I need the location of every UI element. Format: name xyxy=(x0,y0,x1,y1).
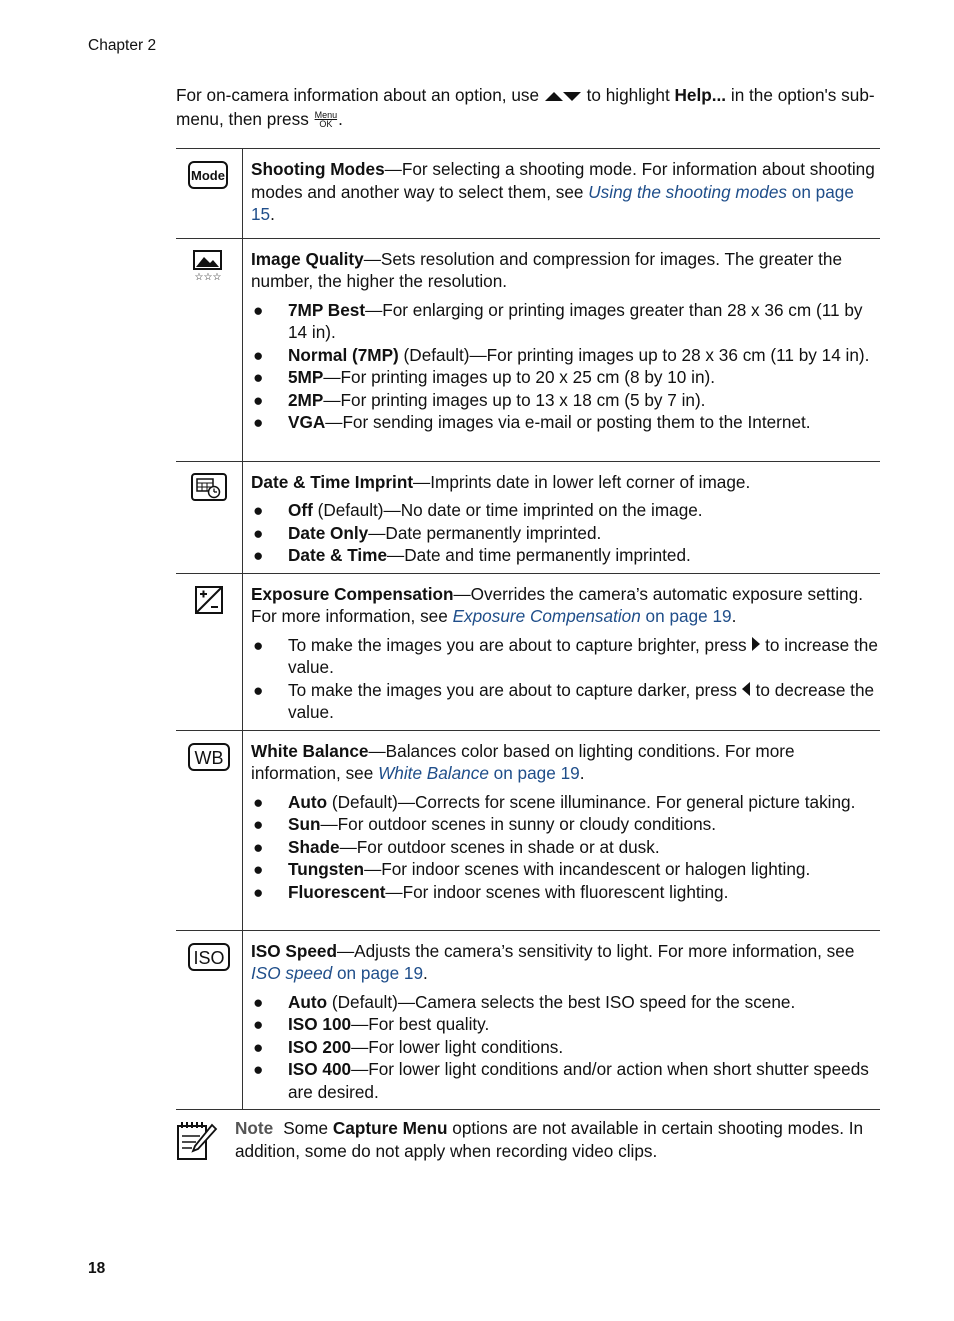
exposure-compensation-title: Exposure Compensation xyxy=(251,583,454,604)
help-label: Help... xyxy=(674,85,727,105)
image-quality-icon xyxy=(191,249,227,289)
left-arrow-icon xyxy=(742,680,751,700)
image-quality-title: Image Quality xyxy=(251,248,364,269)
list-item: ● Sun—For outdoor scenes in sunny or cloudy conditions. xyxy=(253,814,716,834)
note-label: Note xyxy=(235,1118,274,1138)
shooting-modes-link[interactable]: Using the shooting modes on page 15 xyxy=(251,181,854,224)
list-item: ● ISO 400—For lower light conditions and/or action when short shutter speeds are desired. xyxy=(253,1059,869,1102)
white-balance-link[interactable]: White Balance on page 19 xyxy=(378,763,580,783)
mode-icon xyxy=(188,161,228,195)
list-item: ● Tungsten—For indoor scenes with incandescent or halogen lighting. xyxy=(253,859,811,879)
date-time-imprint-title: Date & Time Imprint xyxy=(251,471,414,492)
table-row: ISO ISO Speed—Adjusts the camera’s sensitivity to light. For more information, see ISO speed on page 19. ● Auto (Default)—Camera selects the best ISO speed for the scene. ● ISO 100—For best quality. ● ISO 200—For lower light conditions. ● ISO 400—For lower light conditions and/or action when short shutter speeds are desired. xyxy=(176,930,880,1110)
exposure-compensation-link[interactable]: Exposure Compensation on page 19 xyxy=(452,606,732,626)
list-item: ● Date Only—Date permanently imprinted. xyxy=(253,522,602,543)
date-time-imprint-icon xyxy=(190,472,230,510)
list-item: ● To make the images you are about to capture darker, press to decrease the value. xyxy=(253,679,875,722)
table-row: Mode Shooting Modes—For selecting a shooting mode. For information about shooting modes and another way to select them, see Using the shooting modes on page 15. xyxy=(176,149,880,239)
note-box: Note Some Capture Menu options are not available in certain shooting modes. In addition, some do not apply when recording video clips. xyxy=(176,1117,882,1162)
list-item: ● VGA—For sending images via e-mail or posting them to the Internet. xyxy=(253,412,811,432)
white-balance-title: White Balance xyxy=(251,740,369,761)
list-item: ● To make the images you are about to capture brighter, press to increase the value. xyxy=(253,634,878,677)
capture-menu-options-table xyxy=(176,148,880,1110)
table-row: ☆☆☆ Image Quality—Sets resolution and compression for images. The greater the number, the higher the resolution. ● 7MP Best—For enlarging or printing images greater than 28 x 36 cm (11 by 14 in). ● Normal (7MP) (Default)—For printing images up to 28 x 36 cm (11 by 14 in). ● 5MP—For printing images up to 20 x 25 cm (8 by 10 in). ● 2MP—For printing images up to 13 x 18 cm (5 by 7 in). ● VGA—For sending images via e-mail or posting them to the Internet. xyxy=(176,238,880,461)
list-item: ● Shade—For outdoor scenes in shade or at dusk. xyxy=(253,836,660,857)
table-row: Exposure Compensation—Overrides the camera’s automatic exposure setting. For more information, see Exposure Compensation on page 19. ● To make the images you are about to capture brighter, press to increase the value. ● To make the images you are about to capture darker, press to decrease the value. xyxy=(176,573,880,730)
page-number: 18 xyxy=(88,1260,106,1277)
list-item: ● 2MP—For printing images up to 13 x 18 cm (5 by 7 in). xyxy=(253,389,706,410)
svg-text:WB: WB xyxy=(194,747,224,768)
svg-text:Mode: Mode xyxy=(191,168,225,183)
chapter-header: Chapter 2 xyxy=(88,37,157,54)
exposure-compensation-icon xyxy=(195,586,223,620)
shooting-modes-title: Shooting Modes xyxy=(251,159,385,179)
list-item: ● Normal (7MP) (Default)—For printing images up to 28 x 36 cm (11 by 14 in). xyxy=(253,344,870,365)
up-down-arrows-icon xyxy=(544,85,582,108)
white-balance-icon xyxy=(188,743,230,777)
iso-icon xyxy=(188,943,230,977)
intro-paragraph: For on-camera information about an option, use to highlight Help... in the option's sub-menu, then press Menu OK . xyxy=(176,85,875,130)
list-item: ● Auto (Default)—Corrects for scene illuminance. For general picture taking. xyxy=(253,791,856,812)
menu-ok-button-icon: Menu OK xyxy=(314,110,338,130)
list-item: ● 7MP Best—For enlarging or printing images greater than 28 x 36 cm (11 by 14 in). xyxy=(253,299,863,342)
iso-speed-link[interactable]: ISO speed on page 19 xyxy=(251,963,424,983)
svg-text:ISO: ISO xyxy=(193,947,225,968)
list-item: ● 5MP—For printing images up to 20 x 25 cm (8 by 10 in). xyxy=(253,367,716,387)
list-item: ● Fluorescent—For indoor scenes with fluorescent lighting. xyxy=(253,881,729,902)
iso-speed-title: ISO Speed xyxy=(251,940,337,961)
list-item: ● Off (Default)—No date or time imprinted on the image. xyxy=(253,500,703,520)
table-row: WB White Balance—Balances color based on lighting conditions. For more information, see White Balance on page 19. ● Auto (Default)—Corrects for scene illuminance. For general picture taking. ● Sun—For outdoor scenes in sunny or cloudy conditions. ● Shade—For outdoor scenes in shade or at dusk. ● Tungsten—For indoor scenes with incandescent or halogen lighting. ● Fluorescent—For indoor scenes with fluorescent lighting. xyxy=(176,730,880,930)
list-item: ● Auto (Default)—Camera selects the best ISO speed for the scene. xyxy=(253,991,796,1012)
svg-text:☆☆☆: ☆☆☆ xyxy=(194,271,222,283)
list-item: ● ISO 100—For best quality. xyxy=(253,1014,490,1034)
note-icon xyxy=(176,1119,218,1166)
list-item: ● ISO 200—For lower light conditions. xyxy=(253,1036,564,1057)
table-row: Date & Time Imprint—Imprints date in lower left corner of image. ● Off (Default)—No date or time imprinted on the image. ● Date Only—Date permanently imprinted. ● Date & Time—Date and time permanently imprinted. xyxy=(176,461,880,573)
list-item: ● Date & Time—Date and time permanently imprinted. xyxy=(253,545,691,565)
